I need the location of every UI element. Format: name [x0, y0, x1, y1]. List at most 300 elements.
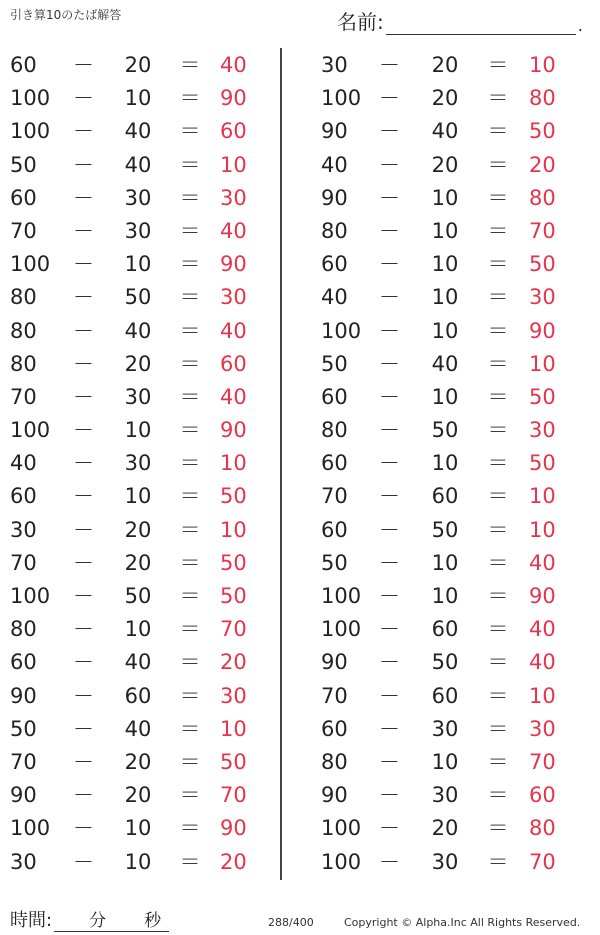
minuend: 40 [321, 152, 348, 177]
equals-sign: ＝ [179, 849, 201, 874]
name-blank-line [386, 12, 576, 35]
answer: 50 [529, 384, 556, 409]
problem-row [305, 680, 595, 713]
minus-sign: － [379, 351, 400, 376]
equals-sign: ＝ [487, 783, 509, 808]
subtrahend: 10 [124, 617, 152, 642]
answer: 10 [220, 517, 247, 542]
subtrahend: 30 [124, 384, 152, 409]
problem-row [305, 580, 595, 613]
answer: 20 [220, 650, 247, 675]
equals-sign: ＝ [487, 716, 509, 741]
minuend: 70 [10, 550, 37, 575]
problem-row [0, 680, 290, 713]
answer: 10 [529, 351, 556, 376]
minus-sign: － [379, 849, 400, 874]
subtrahend: 40 [124, 650, 152, 675]
name-field [337, 6, 583, 35]
equals-sign: ＝ [179, 749, 201, 774]
time-blank-line [54, 911, 169, 932]
minus-sign: － [73, 152, 94, 177]
equals-sign: ＝ [487, 484, 509, 509]
minuend: 80 [321, 418, 348, 443]
minuend: 100 [321, 318, 362, 343]
minuend: 100 [321, 849, 362, 874]
minuend: 60 [321, 384, 348, 409]
equals-sign: ＝ [487, 816, 509, 841]
subtrahend: 30 [431, 716, 459, 741]
minuend: 80 [10, 318, 37, 343]
minus-sign: － [73, 53, 94, 77]
answer: 10 [529, 53, 556, 77]
problem-row [305, 779, 595, 812]
problem-row [0, 381, 290, 414]
seconds-label: 秒 [144, 911, 162, 931]
answer: 70 [220, 783, 247, 808]
answer: 20 [529, 152, 556, 177]
subtrahend: 20 [124, 517, 152, 542]
subtrahend: 60 [431, 683, 459, 708]
minus-sign: － [379, 683, 400, 708]
subtrahend: 20 [124, 783, 152, 808]
equals-sign: ＝ [487, 384, 509, 409]
minuend: 30 [10, 517, 37, 542]
problem-row [0, 315, 290, 348]
subtrahend: 10 [124, 816, 152, 841]
equals-sign: ＝ [179, 418, 201, 443]
problem-row [0, 248, 290, 281]
minuend: 90 [10, 683, 37, 708]
minus-sign: － [379, 484, 400, 509]
minus-sign: － [379, 816, 400, 841]
equals-sign: ＝ [179, 816, 201, 841]
minus-sign: － [379, 53, 400, 77]
minuend: 100 [10, 119, 51, 144]
subtrahend: 20 [124, 749, 152, 774]
answer: 60 [220, 119, 247, 144]
subtrahend: 50 [431, 650, 459, 675]
minus-sign: － [379, 451, 400, 476]
minuend: 80 [10, 351, 37, 376]
problem-row [305, 149, 595, 182]
equals-sign: ＝ [179, 716, 201, 741]
subtrahend: 30 [124, 218, 152, 243]
minuend: 100 [10, 418, 51, 443]
answer: 90 [220, 86, 247, 111]
problem-row [0, 149, 290, 182]
minuend: 80 [321, 218, 348, 243]
answer: 20 [220, 849, 247, 874]
problem-row [305, 381, 595, 414]
equals-sign: ＝ [179, 119, 201, 144]
problem-row [305, 613, 595, 646]
answer: 50 [529, 451, 556, 476]
problem-row [0, 447, 290, 480]
subtrahend: 10 [431, 584, 459, 608]
minuend: 40 [10, 451, 37, 476]
equals-sign: ＝ [487, 617, 509, 642]
minus-sign: － [379, 285, 400, 310]
problem-row [305, 315, 595, 348]
problem-row [305, 215, 595, 248]
minus-sign: － [379, 119, 400, 144]
minuend: 60 [10, 650, 37, 675]
equals-sign: ＝ [179, 53, 201, 77]
equals-sign: ＝ [487, 683, 509, 708]
answer: 70 [529, 749, 556, 774]
problem-row [305, 414, 595, 447]
equals-sign: ＝ [487, 152, 509, 177]
minuend: 100 [321, 584, 362, 608]
minus-sign: － [379, 517, 400, 542]
minus-sign: － [73, 683, 94, 708]
minuend: 90 [321, 119, 348, 144]
subtrahend: 20 [431, 152, 459, 177]
problem-row [305, 447, 595, 480]
problem-row [0, 514, 290, 547]
answer: 40 [220, 53, 247, 77]
problem-row [305, 713, 595, 746]
minuend: 90 [321, 783, 348, 808]
problem-row [0, 49, 290, 82]
subtrahend: 40 [124, 152, 152, 177]
subtrahend: 10 [431, 285, 459, 310]
problem-row [0, 846, 290, 879]
answer: 50 [220, 550, 247, 575]
minuend: 100 [321, 617, 362, 642]
minus-sign: － [73, 716, 94, 741]
minuend: 80 [321, 749, 348, 774]
problem-row [305, 846, 595, 879]
minus-sign: － [73, 451, 94, 476]
equals-sign: ＝ [487, 650, 509, 675]
equals-sign: ＝ [179, 285, 201, 310]
problem-row [0, 580, 290, 613]
equals-sign: ＝ [487, 550, 509, 575]
minuend: 100 [10, 816, 51, 841]
subtrahend: 10 [431, 318, 459, 343]
equals-sign: ＝ [179, 152, 201, 177]
minus-sign: － [73, 517, 94, 542]
equals-sign: ＝ [487, 252, 509, 277]
minuend: 100 [10, 584, 51, 608]
minuend: 50 [10, 152, 37, 177]
equals-sign: ＝ [179, 517, 201, 542]
subtrahend: 10 [124, 252, 152, 277]
minuend: 80 [10, 617, 37, 642]
equals-sign: ＝ [179, 484, 201, 509]
equals-sign: ＝ [179, 218, 201, 243]
problems-left-column [0, 49, 290, 879]
subtrahend: 50 [431, 517, 459, 542]
answer: 90 [220, 252, 247, 277]
answer: 90 [529, 584, 556, 608]
subtrahend: 30 [124, 185, 152, 210]
subtrahend: 50 [124, 584, 152, 608]
subtrahend: 20 [124, 351, 152, 376]
minus-sign: － [379, 617, 400, 642]
equals-sign: ＝ [179, 584, 201, 608]
subtrahend: 10 [124, 484, 152, 509]
answer: 90 [529, 318, 556, 343]
minus-sign: － [73, 617, 94, 642]
problem-row [305, 82, 595, 115]
answer: 30 [220, 185, 247, 210]
answer: 50 [529, 252, 556, 277]
subtrahend: 10 [124, 86, 152, 111]
subtrahend: 10 [431, 749, 459, 774]
equals-sign: ＝ [179, 683, 201, 708]
subtrahend: 10 [431, 384, 459, 409]
answer: 70 [529, 849, 556, 874]
equals-sign: ＝ [487, 53, 509, 77]
minuend: 100 [10, 86, 51, 111]
answer: 50 [220, 484, 247, 509]
problem-row [0, 812, 290, 845]
equals-sign: ＝ [487, 849, 509, 874]
subtrahend: 20 [431, 86, 459, 111]
subtrahend: 10 [431, 550, 459, 575]
answer: 60 [220, 351, 247, 376]
copyright-notice: Copyright © Alpha.Inc All Rights Reserved. [344, 916, 581, 929]
minus-sign: － [73, 86, 94, 111]
minus-sign: － [379, 152, 400, 177]
problem-row [0, 646, 290, 679]
minuend: 100 [321, 86, 362, 111]
minus-sign: － [379, 86, 400, 111]
answer: 40 [529, 550, 556, 575]
answer: 40 [220, 218, 247, 243]
equals-sign: ＝ [179, 550, 201, 575]
minuend: 60 [321, 451, 348, 476]
subtrahend: 20 [124, 550, 152, 575]
minuend: 70 [10, 384, 37, 409]
minuend: 30 [321, 53, 348, 77]
answer: 40 [220, 384, 247, 409]
answer: 10 [529, 484, 556, 509]
answer: 30 [529, 418, 556, 443]
minuend: 60 [321, 517, 348, 542]
equals-sign: ＝ [179, 650, 201, 675]
problem-row [0, 215, 290, 248]
subtrahend: 40 [431, 351, 459, 376]
equals-sign: ＝ [487, 517, 509, 542]
answer: 30 [220, 683, 247, 708]
minus-sign: － [73, 218, 94, 243]
answer: 10 [220, 451, 247, 476]
equals-sign: ＝ [487, 185, 509, 210]
problem-row [305, 182, 595, 215]
minuend: 70 [321, 683, 348, 708]
minus-sign: － [379, 783, 400, 808]
answer: 50 [220, 749, 247, 774]
problem-row [305, 281, 595, 314]
subtrahend: 60 [431, 617, 459, 642]
answer: 40 [529, 617, 556, 642]
answer: 40 [220, 318, 247, 343]
minus-sign: － [73, 351, 94, 376]
minuend: 50 [10, 716, 37, 741]
time-label: 時間: [10, 910, 53, 931]
problem-row [0, 713, 290, 746]
problem-row [0, 281, 290, 314]
subtrahend: 40 [124, 119, 152, 144]
minuend: 90 [321, 185, 348, 210]
minuend: 70 [10, 218, 37, 243]
minuend: 50 [321, 550, 348, 575]
minuend: 70 [321, 484, 348, 509]
minuend: 60 [321, 252, 348, 277]
equals-sign: ＝ [487, 418, 509, 443]
minuend: 60 [10, 53, 37, 77]
subtrahend: 10 [431, 218, 459, 243]
minus-sign: － [73, 749, 94, 774]
problem-row [0, 547, 290, 580]
minus-sign: － [73, 650, 94, 675]
answer: 70 [529, 218, 556, 243]
minus-sign: － [73, 484, 94, 509]
problem-row [305, 49, 595, 82]
minus-sign: － [73, 550, 94, 575]
minus-sign: － [73, 418, 94, 443]
minuend: 90 [10, 783, 37, 808]
answer: 40 [529, 650, 556, 675]
problem-row [0, 746, 290, 779]
answer: 50 [529, 119, 556, 144]
subtrahend: 60 [124, 683, 152, 708]
minuend: 40 [321, 285, 348, 310]
page-number: 288/400 [268, 916, 314, 929]
equals-sign: ＝ [179, 86, 201, 111]
equals-sign: ＝ [487, 86, 509, 111]
minus-sign: － [73, 318, 94, 343]
equals-sign: ＝ [487, 584, 509, 608]
minus-sign: － [379, 318, 400, 343]
minus-sign: － [379, 550, 400, 575]
problem-row [305, 812, 595, 845]
equals-sign: ＝ [487, 285, 509, 310]
worksheet-title: 引き算10のたば解答 [10, 8, 122, 22]
equals-sign: ＝ [179, 617, 201, 642]
minus-sign: － [379, 252, 400, 277]
problem-row [305, 248, 595, 281]
minuend: 30 [10, 849, 37, 874]
minus-sign: － [73, 584, 94, 608]
problem-row [305, 514, 595, 547]
minus-sign: － [73, 252, 94, 277]
subtrahend: 10 [124, 849, 152, 874]
time-field [10, 906, 169, 932]
minuend: 70 [10, 749, 37, 774]
minuend: 60 [10, 484, 37, 509]
minus-sign: － [379, 650, 400, 675]
subtrahend: 40 [124, 716, 152, 741]
minus-sign: － [73, 849, 94, 874]
subtrahend: 50 [431, 418, 459, 443]
problem-row [305, 480, 595, 513]
minus-sign: － [379, 418, 400, 443]
minus-sign: － [73, 384, 94, 409]
problem-row [0, 779, 290, 812]
problem-row [0, 480, 290, 513]
minuend: 100 [321, 816, 362, 841]
equals-sign: ＝ [179, 451, 201, 476]
problem-row [305, 746, 595, 779]
subtrahend: 10 [431, 185, 459, 210]
problem-row [0, 414, 290, 447]
subtrahend: 30 [124, 451, 152, 476]
subtrahend: 40 [124, 318, 152, 343]
problems-right-column [305, 49, 595, 879]
minus-sign: － [379, 749, 400, 774]
problem-row [0, 115, 290, 148]
equals-sign: ＝ [179, 318, 201, 343]
equals-sign: ＝ [179, 351, 201, 376]
subtrahend: 20 [431, 816, 459, 841]
subtrahend: 30 [431, 849, 459, 874]
equals-sign: ＝ [487, 119, 509, 144]
minuend: 100 [10, 252, 51, 277]
minus-sign: － [73, 285, 94, 310]
equals-sign: ＝ [179, 783, 201, 808]
minuend: 50 [321, 351, 348, 376]
minuend: 60 [321, 716, 348, 741]
answer: 30 [529, 285, 556, 310]
answer: 10 [220, 152, 247, 177]
problem-row [0, 82, 290, 115]
answer: 30 [529, 716, 556, 741]
answer: 10 [529, 683, 556, 708]
minuend: 90 [321, 650, 348, 675]
answer: 80 [529, 816, 556, 841]
subtrahend: 20 [431, 53, 459, 77]
minus-sign: － [379, 584, 400, 608]
problem-row [0, 348, 290, 381]
minus-sign: － [379, 716, 400, 741]
answer: 70 [220, 617, 247, 642]
answer: 50 [220, 584, 247, 608]
problem-row [305, 348, 595, 381]
minutes-label: 分 [89, 911, 107, 931]
name-label: 名前: [337, 10, 384, 34]
subtrahend: 10 [431, 252, 459, 277]
minus-sign: － [73, 816, 94, 841]
problem-row [305, 646, 595, 679]
subtrahend: 10 [431, 451, 459, 476]
subtrahend: 40 [431, 119, 459, 144]
minus-sign: － [379, 185, 400, 210]
minus-sign: － [379, 384, 400, 409]
answer: 90 [220, 418, 247, 443]
equals-sign: ＝ [179, 252, 201, 277]
equals-sign: ＝ [179, 185, 201, 210]
subtrahend: 10 [124, 418, 152, 443]
subtrahend: 20 [124, 53, 152, 77]
problem-row [0, 182, 290, 215]
equals-sign: ＝ [487, 318, 509, 343]
equals-sign: ＝ [487, 749, 509, 774]
minuend: 80 [10, 285, 37, 310]
minus-sign: － [73, 119, 94, 144]
minus-sign: － [379, 218, 400, 243]
answer: 10 [220, 716, 247, 741]
answer: 80 [529, 185, 556, 210]
subtrahend: 50 [124, 285, 152, 310]
minuend: 60 [10, 185, 37, 210]
minus-sign: － [73, 783, 94, 808]
subtrahend: 30 [431, 783, 459, 808]
minus-sign: － [73, 185, 94, 210]
